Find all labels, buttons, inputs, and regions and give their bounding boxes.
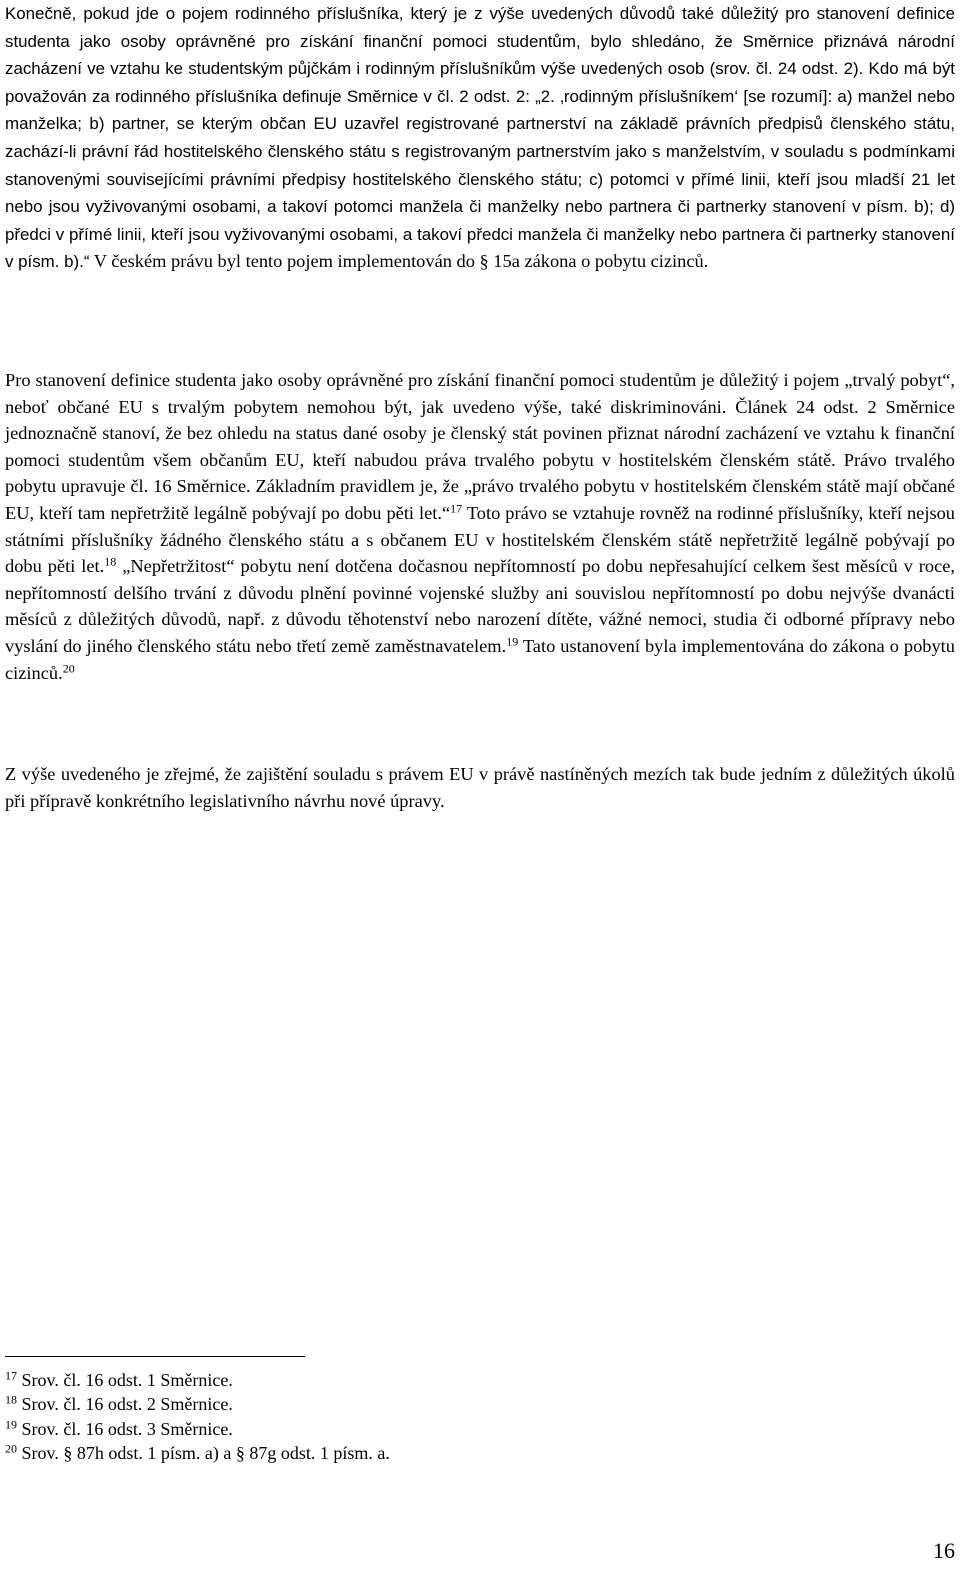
footnotes-section [5, 1368, 905, 1466]
footnote-number: 17 [5, 1368, 17, 1383]
paragraph-family-member-directive-text: Konečně, pokud jde o pojem rodinného příslušníka, který je z výše uvedených důvodů také důležitý pro stanovení definice studenta jako osoby oprávněné pro získání finanční pomoci studentům, bylo shledáno, že Směrnice přiznává národní zacházení ve vztahu ke studentským půjčkám i rodinným příslušníkům výše uvedených osob (srov. čl. 24 odst. 2). Kdo má být považován za rodinného příslušníka definuje Směrnice v čl. 2 odst. 2: „2. ‚rodinným příslušníkem‘ [se rozumí]: a) manžel nebo manželka; b) partner, se kterým občan EU uzavřel registrované partnerství na základě právních předpisů členského státu, zachází-li právní řád hostitelského členského státu s registrovaným partnerstvím jako s manželstvím, v souladu s podmínkami stanovenými souvisejícími právními předpisy hostitelského členského státu; c) potomci v přímé linii, kteří jsou mladší 21 let nebo jsou vyživovanými osobami, a takoví potomci manžela či manželky nebo partnera či partnerky stanovení v písm. b); d) předci v přímé linii, kteří jsou vyživovanými osobami, a takoví předci manžela či manželky nebo partnera či partnerky stanovení v písm. b).“ [5, 4, 955, 272]
footnote-separator [5, 1356, 305, 1357]
footnote-number: 18 [5, 1392, 17, 1407]
footnote-reference-19[interactable]: 19 [506, 634, 519, 649]
footnote-19 [5, 1417, 905, 1441]
paragraph-permanent-residence-part-3: „Nepřetržitost“ pobytu není dotčena dočasnou nepřítomností po dobu nepřesahující celkem šest měsíců v roce, nepřítomností delšího trvání z důvodu plnění povinné vojenské služby ani souvislou nepřítomností po dobu nejvýše dvanácti měsíců z důležitých důvodů, např. z důvodu těhotenství nebo narození dítěte, vážné nemoci, studia či odborné přípravy nebo vyslání do jiného členského státu nebo třetí země zaměstnavatelem. [5, 556, 955, 656]
footnote-text: Srov. čl. 16 odst. 1 Směrnice. [21, 1370, 233, 1390]
paragraph-permanent-residence [5, 367, 955, 686]
page-number: 16 [933, 1538, 955, 1563]
paragraph-family-member [5, 0, 955, 276]
paragraph-conclusion: Z výše uvedeného je zřejmé, že zajištění souladu s právem EU v právě nastíněných mezích tak bude jedním z důležitých úkolů při přípravě konkrétního legislativního návrhu nové úpravy. [5, 764, 955, 811]
footnote-20 [5, 1441, 905, 1465]
paragraph-permanent-residence-part-4: Tato ustanovení byla implementována do zákona o pobytu cizinců. [5, 635, 955, 683]
paragraph-family-member-czech-law-text: V českém právu byl tento pojem implementován do § 15a zákona o pobytu cizinců. [89, 251, 709, 272]
footnote-reference-20[interactable]: 20 [62, 660, 75, 675]
footnote-reference-17[interactable]: 17 [450, 501, 463, 516]
footnote-number: 19 [5, 1417, 17, 1432]
footnote-reference-18[interactable]: 18 [104, 554, 117, 569]
paragraph-permanent-residence-part-2: Toto právo se vztahuje rovněž na rodinné příslušníky, kteří nejsou státními příslušníky žádného členského státu a s občanem EU v hostitelském členském státě nepřetržitě legálně pobývají po dobu pěti let. [5, 502, 955, 577]
paragraph-permanent-residence-part-1: Pro stanovení definice studenta jako osoby oprávněné pro získání finanční pomoci studentům je důležitý i pojem „trvalý pobyt“, neboť občané EU s trvalým pobytem nemohou být, jak uvedeno výše, také diskriminováni. Článek 24 odst. 2 Směrnice jednoznačně stanoví, že bez ohledu na status dané osoby je členský stát povinen přiznat národní zacházení ve vztahu k finanční pomoci studentům všem občanům EU, kteří nabudou práva trvalého pobytu v hostitelském členském státě. Právo trvalého pobytu upravuje čl. 16 Směrnice. Základním pravidlem je, že „právo trvalého pobytu v hostitelském členském státě mají občané EU, kteří tam nepřetržitě legálně pobývají po dobu pěti let.“ [5, 370, 955, 523]
footnote-17 [5, 1368, 905, 1392]
footnote-number: 20 [5, 1441, 17, 1456]
footnote-text: Srov. § 87h odst. 1 písm. a) a § 87g odst. 1 písm. a. [21, 1443, 390, 1464]
footnote-text: Srov. čl. 16 odst. 3 Směrnice. [21, 1418, 233, 1439]
footnote-18 [5, 1392, 905, 1416]
footnote-text: Srov. čl. 16 odst. 2 Směrnice. [21, 1394, 233, 1415]
